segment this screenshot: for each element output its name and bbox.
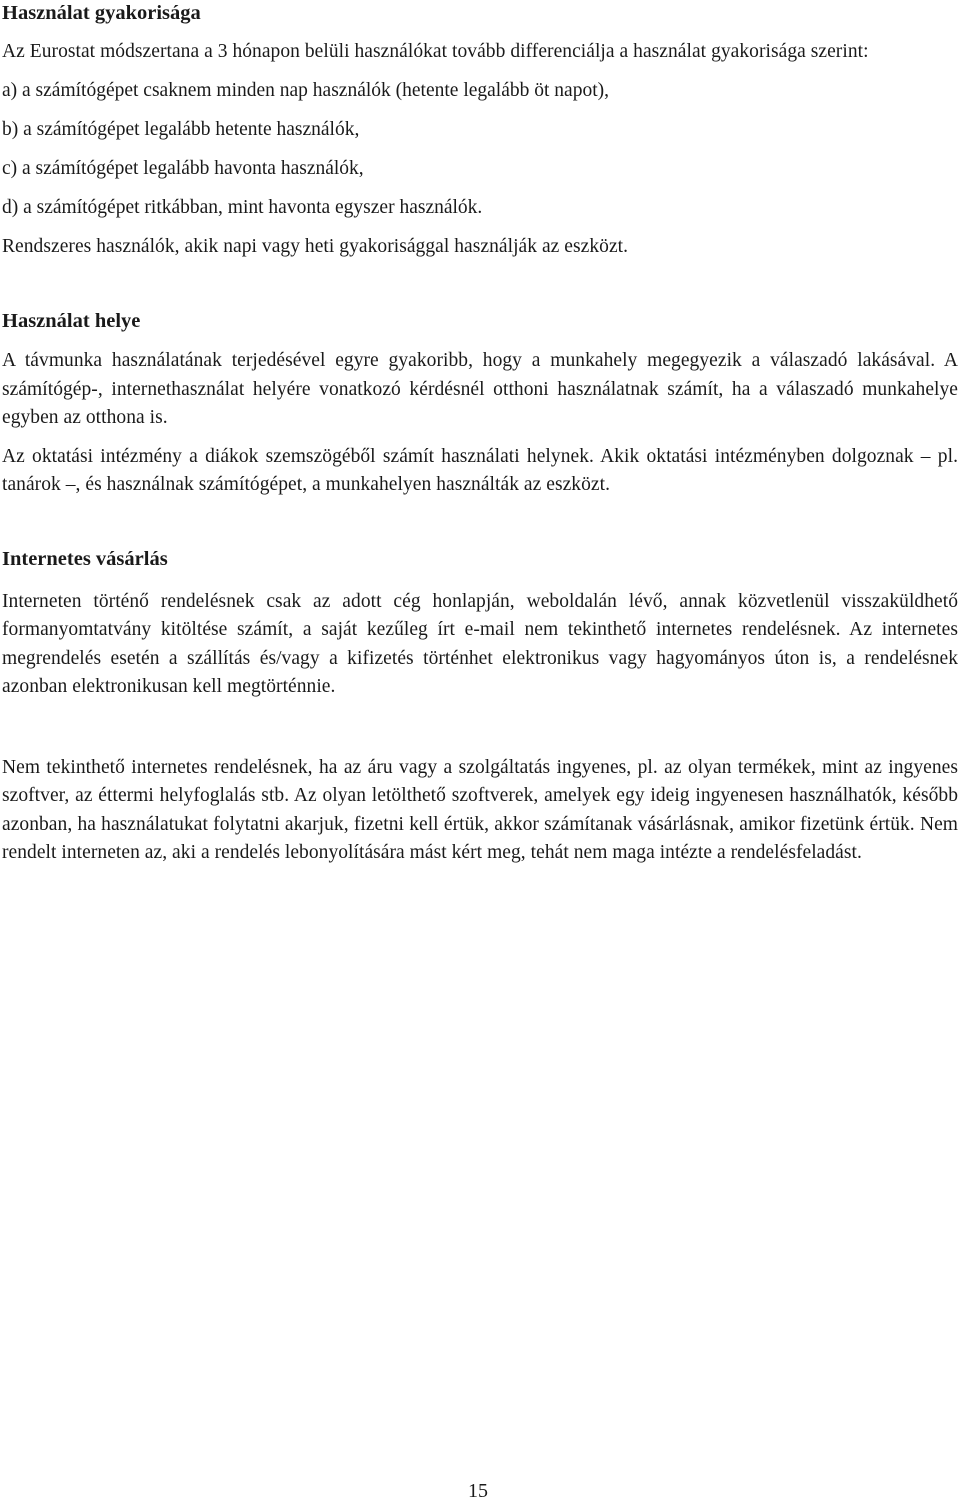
section-heading-online-shopping: Internetes vásárlás — [2, 547, 168, 570]
list-item: d) a számítógépet ritkábban, mint havonta egyszer használók. — [2, 196, 483, 218]
section-heading-usage-frequency: Használat gyakorisága — [2, 2, 201, 24]
list-item: c) a számítógépet legalább havonta használók, — [2, 157, 364, 179]
page-number: 15 — [468, 1480, 488, 1502]
usage-frequency-list — [2, 77, 958, 223]
paragraph-usage-location-1: A távmunka használatának terjedésével egyre gyakoribb, hogy a munkahely megegyezik a válaszadó lakásával. A számítógép-, internethasználat helyére vonatkozó kérdésnél otthoni használatnak számít, ha a válaszadó munkahelye egyben az otthona is. — [2, 350, 958, 428]
paragraph-regular-users: Rendszeres használók, akik napi vagy heti gyakorisággal használják az eszközt. — [2, 235, 629, 257]
paragraph-usage-frequency-intro: Az Eurostat módszertana a 3 hónapon belüli használókat tovább differenciálja a használat gyakorisága szerint: — [2, 41, 869, 62]
list-item: a) a számítógépet csaknem minden nap használók (hetente legalább öt napot), — [2, 79, 609, 101]
paragraph-online-shopping-1: Interneten történő rendelésnek csak az adott cég honlapján, weboldalán lévő, annak közvetlenül visszaküldhető formanyomtatvány kitöltése számít, a saját kezűleg írt e-mail nem tekinthető internetes rendelésnek. Az internetes megrendelés esetén a szállítás és/vagy a kifizetés történhet elektronikus vagy hagyományos úton is, a rendelésnek azonban elektronikusan kell megtörténnie. — [2, 590, 958, 697]
list-item: b) a számítógépet legalább hetente használók, — [2, 118, 360, 140]
section-heading-usage-location: Használat helye — [2, 310, 141, 332]
paragraph-online-shopping-2: Nem tekinthető internetes rendelésnek, ha az áru vagy a szolgáltatás ingyenes, pl. az olyan termékek, mint az ingyenes szoftver, az éttermi helyfoglalás stb. Az olyan letölthető szoftverek, amelyek egy ideig ingyenesen használhatók, később azonban, ha használatukat folytatni akarjuk, fizetni kell értük, akkor számítanak vásárlásnak, amikor fizetünk értük. Nem rendelt interneten az, aki a rendelés lebonyolítására mást kért meg, tehát nem maga intézte a rendelésfeladást. — [2, 756, 958, 863]
paragraph-usage-location-2: Az oktatási intézmény a diákok szemszögéből számít használati helynek. Akik oktatási intézményben dolgoznak – pl. tanárok –, és használnak számítógépet, a munkahelyen használták az eszközt. — [2, 445, 958, 495]
